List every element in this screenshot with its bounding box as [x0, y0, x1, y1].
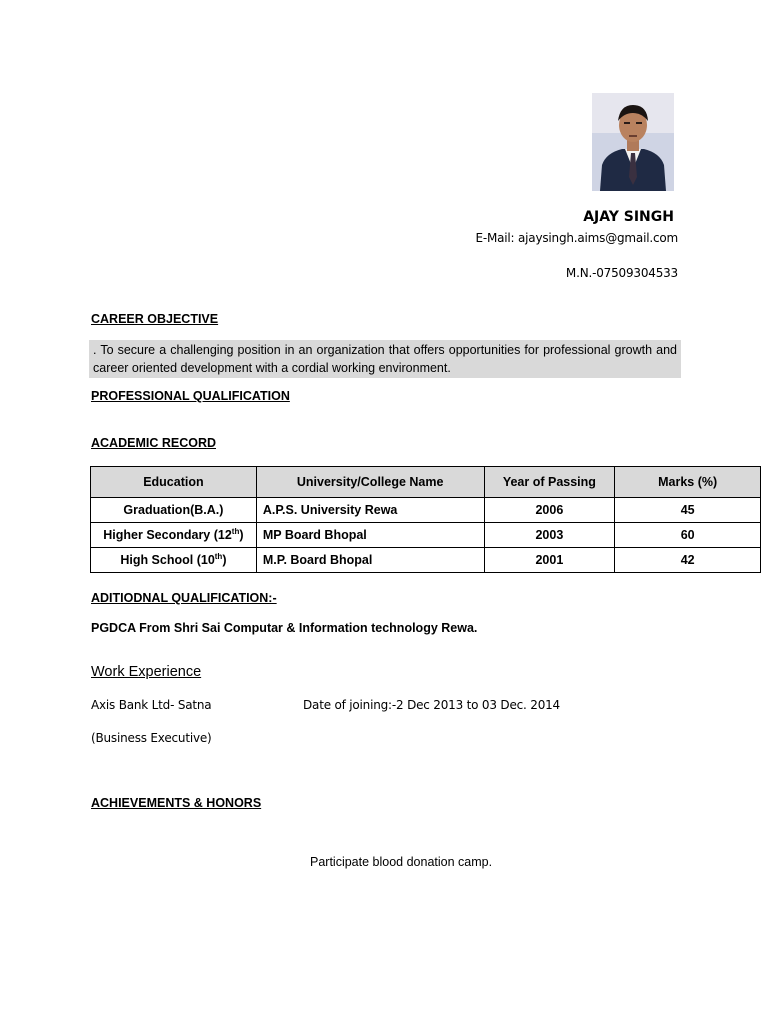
work-role: (Business Executive) — [91, 731, 212, 745]
mobile-number: M.N.-07509304533 — [565, 266, 678, 280]
academic-record-table — [90, 466, 761, 573]
education-superscript: th — [214, 552, 223, 562]
university-cell: M.P. Board Bhopal — [256, 548, 484, 573]
education-suffix: ) — [222, 553, 227, 568]
work-joining-date: Date of joining:-2 Dec 2013 to 03 Dec. 2014 — [303, 698, 560, 712]
education-cell — [91, 498, 257, 523]
marks-cell: 60 — [615, 523, 761, 548]
email-address: E-Mail: ajaysingh.aims@gmail.com — [475, 231, 678, 245]
marks-cell: 45 — [615, 498, 761, 523]
column-header-marks: Marks (%) — [615, 467, 761, 498]
education-suffix: ) — [239, 528, 244, 543]
additional-qualification-heading: ADITIODNAL QUALIFICATION:- — [91, 591, 277, 605]
university-cell: A.P.S. University Rewa — [256, 498, 484, 523]
work-company: Axis Bank Ltd- Satna — [91, 698, 212, 712]
achievements-heading: ACHIEVEMENTS & HONORS — [91, 796, 262, 810]
education-cell — [91, 523, 257, 548]
table-header-row — [91, 467, 761, 498]
table-row — [91, 498, 761, 523]
education-cell — [91, 548, 257, 573]
achievement-item: Participate blood donation camp. — [310, 855, 493, 869]
education-superscript: th — [231, 527, 240, 537]
career-objective-box — [89, 340, 681, 378]
career-objective-heading: CAREER OBJECTIVE — [91, 312, 219, 326]
column-header-university: University/College Name — [256, 467, 484, 498]
professional-qualification-heading: PROFESSIONAL QUALIFICATION — [91, 389, 290, 403]
table-row — [91, 523, 761, 548]
education-label: Graduation(B.A.) — [123, 503, 224, 517]
column-header-year: Year of Passing — [484, 467, 615, 498]
year-cell: 2006 — [484, 498, 615, 523]
work-experience-heading: Work Experience — [91, 664, 202, 680]
education-label: High School (10 — [120, 553, 215, 568]
academic-record-heading: ACADEMIC RECORD — [91, 436, 216, 450]
additional-qualification-text: PGDCA From Shri Sai Computar & Information technology Rewa. — [91, 621, 478, 635]
marks-cell: 42 — [615, 548, 761, 573]
education-label: Higher Secondary (12 — [103, 528, 232, 543]
career-objective-text: . To secure a challenging position in an organization that offers opportunities for professional growth and career oriented development with a cordial working environment. — [93, 343, 677, 375]
candidate-name: AJAY SINGH — [583, 209, 674, 225]
column-header-education: Education — [91, 467, 257, 498]
university-cell: MP Board Bhopal — [256, 523, 484, 548]
table-row — [91, 548, 761, 573]
profile-photo — [592, 93, 674, 191]
year-cell: 2003 — [484, 523, 615, 548]
year-cell: 2001 — [484, 548, 615, 573]
profile-photo-image — [592, 93, 674, 191]
